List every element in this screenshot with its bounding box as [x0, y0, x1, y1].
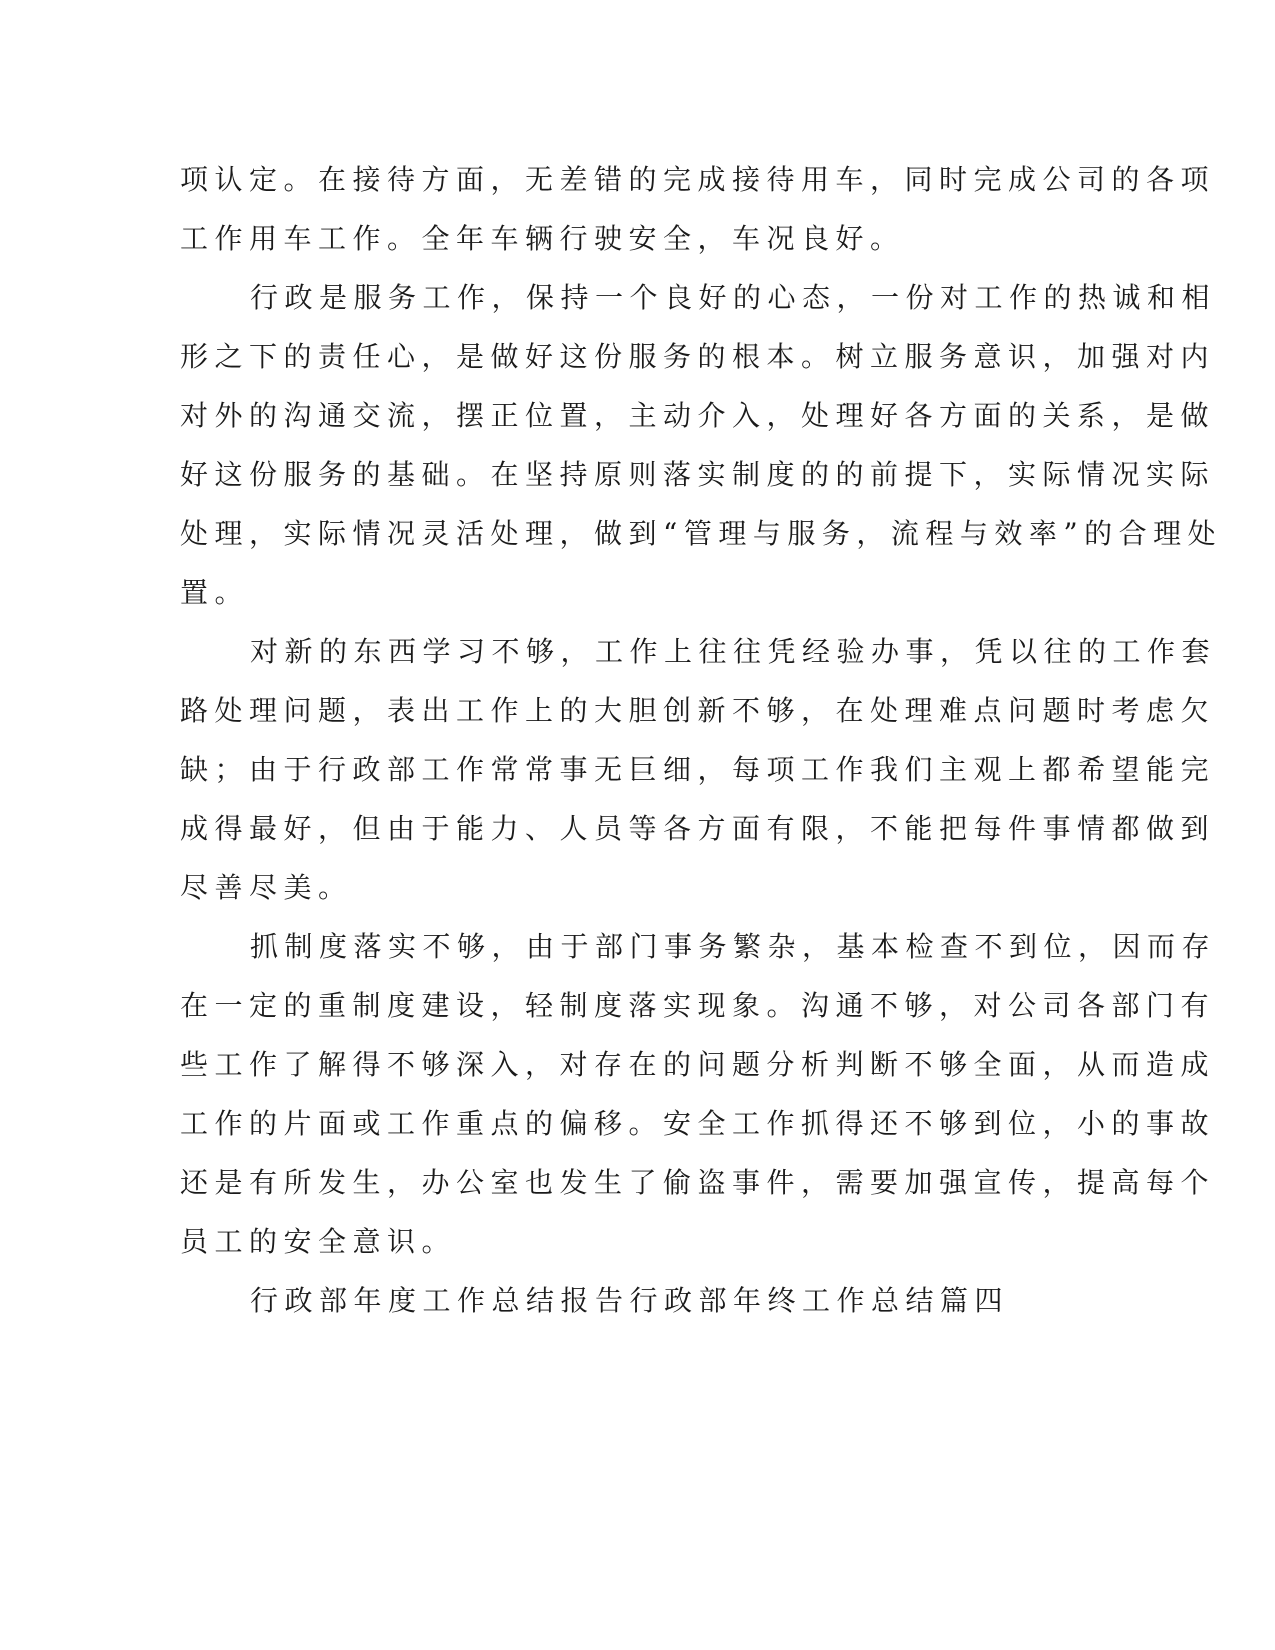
text-line: 处理，实际情况灵活处理，做到“管理与服务，流程与效率”的合理处 — [180, 517, 1223, 550]
text-line: 好这份服务的基础。在坚持原则落实制度的的前提下，实际情况实际 — [180, 458, 1216, 491]
text-line: 工作的片面或工作重点的偏移。安全工作抓得还不够到位，小的事故 — [180, 1107, 1216, 1140]
text-line: 尽善尽美。 — [180, 871, 353, 904]
text-line: 工作用车工作。全年车辆行驶安全，车况良好。 — [180, 222, 905, 255]
text-line: 路处理问题，表出工作上的大胆创新不够，在处理难点问题时考虑欠 — [180, 694, 1216, 727]
paragraph-first-line: 抓制度落实不够，由于部门事务繁杂，基本检查不到位，因而存 — [250, 930, 1217, 963]
text-line: 还是有所发生，办公室也发生了偷盗事件，需要加强宣传，提高每个 — [180, 1166, 1216, 1199]
text-line: 缺；由于行政部工作常常事无巨细，每项工作我们主观上都希望能完 — [180, 753, 1216, 786]
text-line: 置。 — [180, 576, 250, 609]
section-heading: 行政部年度工作总结报告行政部年终工作总结篇四 — [250, 1284, 1010, 1317]
text-line: 在一定的重制度建设，轻制度落实现象。沟通不够，对公司各部门有 — [180, 989, 1216, 1022]
text-line: 形之下的责任心，是做好这份服务的根本。树立服务意识，加强对内 — [180, 340, 1216, 373]
text-line: 对外的沟通交流，摆正位置，主动介入，处理好各方面的关系，是做 — [180, 399, 1216, 432]
text-line: 些工作了解得不够深入，对存在的问题分析判断不够全面，从而造成 — [180, 1048, 1216, 1081]
paragraph-first-line: 行政是服务工作，保持一个良好的心态，一份对工作的热诚和相 — [250, 281, 1217, 314]
text-line: 成得最好，但由于能力、人员等各方面有限，不能把每件事情都做到 — [180, 812, 1216, 845]
text-line: 项认定。在接待方面，无差错的完成接待用车，同时完成公司的各项 — [180, 163, 1216, 196]
paragraph-first-line: 对新的东西学习不够，工作上往往凭经验办事，凭以往的工作套 — [250, 635, 1217, 668]
text-line: 员工的安全意识。 — [180, 1225, 457, 1258]
